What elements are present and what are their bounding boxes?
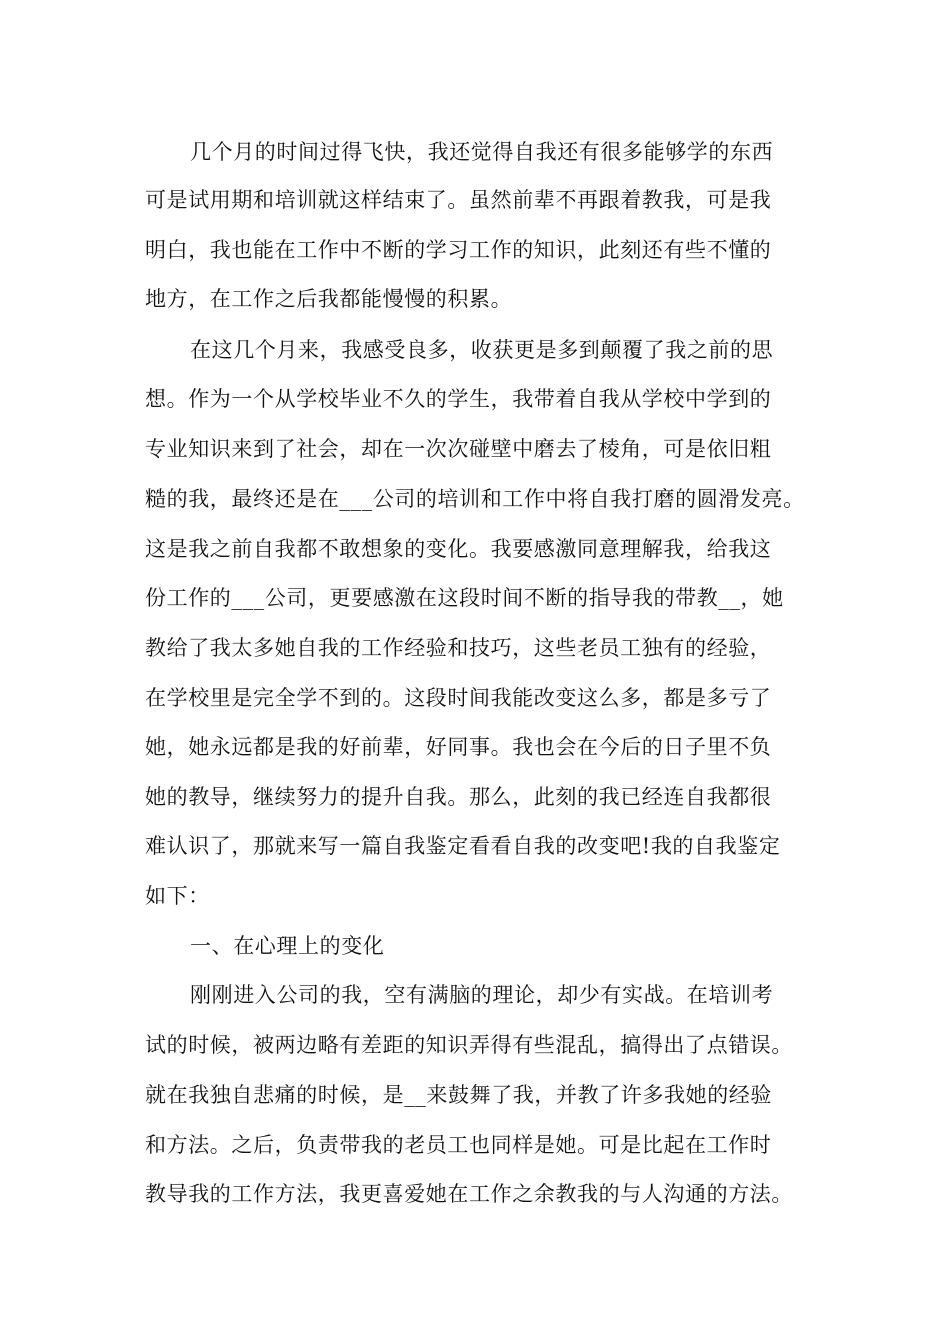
text-line: 明白，我也能在工作中不断的学习工作的知识，此刻还有些不懂的 — [145, 238, 772, 262]
text-line: 教导我的工作方法，我更喜爱她在工作之余教我的与人沟通的方法。 — [145, 1182, 793, 1206]
text-line: 地方，在工作之后我都能慢慢的积累。 — [145, 287, 513, 311]
text-line: 专业知识来到了社会，却在一次次碰壁中磨去了棱角，可是依旧粗 — [145, 437, 772, 461]
text-line: 她，她永远都是我的好前辈，好同事。我也会在今后的日子里不负 — [145, 735, 772, 759]
text-line: 教给了我太多她自我的工作经验和技巧，这些老员工独有的经验， — [145, 636, 772, 660]
text-line: 如下： — [145, 884, 210, 908]
text-line: 几个月的时间过得飞快，我还觉得自我还有很多能够学的东西 — [190, 140, 774, 164]
text-line: 糙的我，最终还是在___公司的培训和工作中将自我打磨的圆滑发亮。 — [145, 487, 805, 511]
text-line: 试的时候，被两边略有差距的知识弄得有些混乱，搞得出了点错误。 — [145, 1033, 793, 1057]
text-line: 份工作的___公司，更要感激在这段时间不断的指导我的带教__，她 — [145, 586, 784, 610]
text-line: 难认识了，那就来写一篇自我鉴定看看自我的改变吧!我的自我鉴定 — [145, 834, 781, 858]
text-line: 就在我独自悲痛的时候，是__来鼓舞了我，并教了许多我她的经验 — [145, 1083, 772, 1107]
text-line: 在这几个月来，我感受良多，收获更是多到颠覆了我之前的思 — [190, 338, 774, 362]
text-line: 想。作为一个从学校毕业不久的学生，我带着自我从学校中学到的 — [145, 387, 772, 411]
text-line: 这是我之前自我都不敢想象的变化。我要感激同意理解我，给我这 — [145, 537, 772, 561]
section-heading: 一、在心理上的变化 — [190, 934, 385, 958]
text-line: 刚刚进入公司的我，空有满脑的理论，却少有实战。在培训考 — [190, 983, 774, 1007]
text-line: 可是试用期和培训就这样结束了。虽然前辈不再跟着教我，可是我 — [145, 188, 772, 212]
text-line: 和方法。之后，负责带我的老员工也同样是她。可是比起在工作时 — [145, 1133, 772, 1157]
text-line: 在学校里是完全学不到的。这段时间我能改变这么多，都是多亏了 — [145, 686, 772, 710]
text-line: 她的教导，继续努力的提升自我。那么，此刻的我已经连自我都很 — [145, 785, 772, 809]
